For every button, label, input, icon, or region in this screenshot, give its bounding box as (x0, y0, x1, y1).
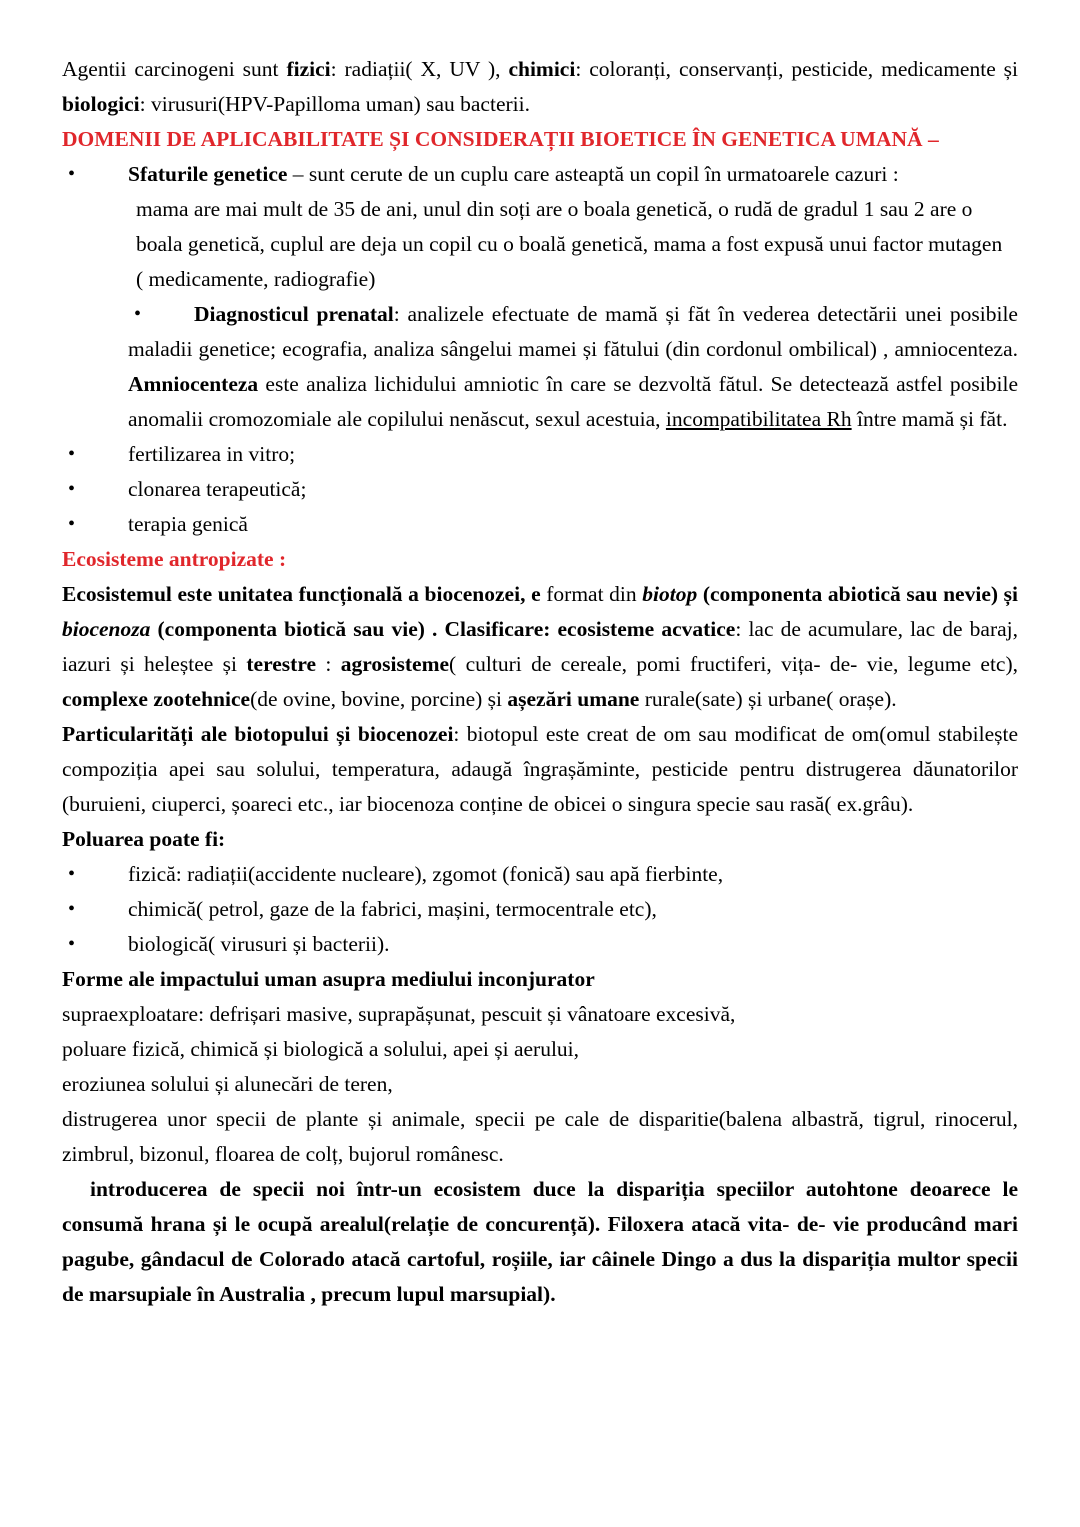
list-item-poluare-biologica: • biologică( virusuri și bacterii). (62, 927, 1018, 962)
intro-text-2: : radiații( X, UV ), (330, 57, 509, 81)
ecosistemul-bold-complexe-zootehnice: complexe zootehnice (62, 687, 251, 711)
diagnostic-text-2: este analiza lichidului amniotic în care se dezvoltă fătul. Se detectează astfel posibile anomalii cromozomiale ale copilului nenăscut, sexul acestuia, (128, 372, 1018, 431)
ecosistemul-text-5: (de ovine, bovine, porcine) și (250, 687, 508, 711)
intro-text-1: Agentii carcinogeni sunt (62, 57, 287, 81)
ecosistemul-bolditalic-biotop: biotop (642, 582, 698, 606)
heading-forme-impact-uman: Forme ale impactului uman asupra mediului inconjurator (62, 967, 595, 991)
list-item-clonarea-terapeutica: • clonarea terapeutică; (62, 472, 1018, 507)
intro-bold-chimici: chimici (508, 57, 576, 81)
diagnostic-text-1: : analizele efectuate de mamă și făt în vederea detectării unei posibile maladii genetice; ecografia, analiza sângelui mamei și fătului (din cordonul ombilical) , amniocenteza. (128, 302, 1018, 361)
impact-line-eroziune: eroziunea solului și alunecări de teren, (62, 1072, 393, 1096)
impact-line-poluare: poluare fizică, chimică și biologică a solului, apei și aerului, (62, 1037, 580, 1061)
intro-bold-biologici: biologici (62, 92, 140, 116)
ecosistemul-bold-2: (componenta abiotică sau nevie) și (697, 582, 1018, 606)
list-item-sfaturile-genetice (62, 157, 1018, 192)
paragraph-introducerea-specii-noi: introducerea de specii noi într-un ecosistem duce la dispariția speciilor autohtone deoarece le consumă hrana și le ocupă arealul(relație de concurență). Filoxera atacă vita- de- vie producând mari pagube, gândacul de Colorado atacă cartoful, roșiile, iar câinele Dingo a dus la dispariția multor specii de marsupiale în Australia , precum lupul marsupial). (62, 1177, 1018, 1306)
ecosistemul-text-2: : lac de acumulare, lac de baraj, iazuri și heleștee și (62, 617, 1018, 676)
ecosistemul-bold-terestre: terestre (246, 652, 317, 676)
diagnostic-prenatal-label: Diagnosticul prenatal (194, 302, 394, 326)
impact-line-supraexploatare: supraexploatare: defrișari masive, suprapășunat, pescuit și vânatoare excesivă, (62, 1002, 736, 1026)
intro-paragraph (62, 52, 1018, 122)
intro-text-4: : virusuri(HPV-Papilloma uman) sau bacterii. (139, 92, 530, 116)
sfaturile-sub-line-3: ( medicamente, radiografie) (136, 267, 376, 291)
particularitati-label: Particularități ale biotopului și biocenozei (62, 722, 454, 746)
list-diagnostic (62, 297, 1018, 437)
list-item-poluare-fizica: • fizică: radiații(accidente nucleare), zgomot (fonică) sau apă fierbinte, (62, 857, 1018, 892)
intro-bold-fizici: fizici (286, 57, 331, 81)
particularitati-text: : biotopul este creat de om sau modificat de om(omul stabilește compoziția apei sau solului, temperatura, adaugă îngrașăminte, pesticide pentru distrugerea dăunatorilor (buruieni, ciuperci, șoareci etc., iar biocenoza conține de obicei o singura specie sau rasă( ex.grâu). (62, 722, 1019, 816)
sfaturile-sub-line-2: boala genetică, cuplul are deja un copil cu o boală genetică, mama a fost expusă unui factor mutagen (136, 232, 1003, 256)
list-item-fertilizarea-in-vitro: • fertilizarea in vitro; (62, 437, 1018, 472)
ecosistemul-text-3: : (316, 652, 341, 676)
sfaturile-genetice-text: – sunt cerute de un cuplu care asteaptă un copil în urmatoarele cazuri : (287, 162, 899, 186)
heading-poluarea-poate-fi: Poluarea poate fi: (62, 827, 226, 851)
heading-domenii-aplicabilitate: DOMENII DE APLICABILITATE ȘI CONSIDERAȚII BIOETICE ÎN GENETICA UMANĂ – (62, 127, 939, 151)
list-item-poluare-chimica: • chimică( petrol, gaze de la fabrici, mașini, termocentrale etc), (62, 892, 1018, 927)
impact-paragraph-distrugerea-speciilor: distrugerea unor specii de plante și animale, specii pe cale de disparitie(balena albastră, tigrul, rinocerul, zimbrul, bizonul, floarea de colț, bujorul românesc. (62, 1107, 1018, 1166)
ecosistemul-text-4: ( culturi de cereale, pomi fructiferi, vița- de- vie, legume etc), (449, 652, 1018, 676)
ecosistemul-bold-3: (componenta biotică sau vie) . Clasificare: ecosisteme acvatice (150, 617, 736, 641)
diagnostic-bold-amniocenteza: Amniocenteza (128, 372, 259, 396)
list-domenii (62, 157, 1018, 192)
document-body (62, 52, 1018, 1312)
intro-text-3: : coloranți, conservanți, pesticide, medicamente și (575, 57, 1019, 81)
diagnostic-text-3: între mamă și făt. (851, 407, 1008, 431)
paragraph-particularitati (62, 717, 1018, 822)
ecosistemul-bolditalic-biocenoza: biocenoza (62, 617, 151, 641)
ecosistemul-bold-1: Ecosistemul este unitatea funcțională a biocenozei, e (62, 582, 541, 606)
paragraph-ecosistemul (62, 577, 1018, 717)
list-item-terapia-genica: • terapia genică (62, 507, 1018, 542)
list-tipuri-poluare (62, 857, 1018, 962)
list-metode-genetice (62, 437, 1018, 542)
heading-ecosisteme-antropizate: Ecosisteme antropizate : (62, 547, 287, 571)
ecosistemul-text-6: rurale(sate) și urbane( orașe). (639, 687, 897, 711)
ecosistemul-text-1: format din (540, 582, 643, 606)
list-item-diagnostic-prenatal (62, 297, 1018, 437)
diagnostic-underline-incompatibilitate-rh: incompatibilitatea Rh (665, 407, 852, 431)
ecosistemul-bold-asezari-umane: așezări umane (507, 687, 640, 711)
ecosistemul-bold-agrosisteme: agrosisteme (340, 652, 450, 676)
sfaturile-sub-line-1: mama are mai mult de 35 de ani, unul din soți are o boala genetică, o rudă de gradul 1 sau 2 are o (136, 197, 973, 221)
sfaturile-genetice-label: Sfaturile genetice (128, 162, 288, 186)
